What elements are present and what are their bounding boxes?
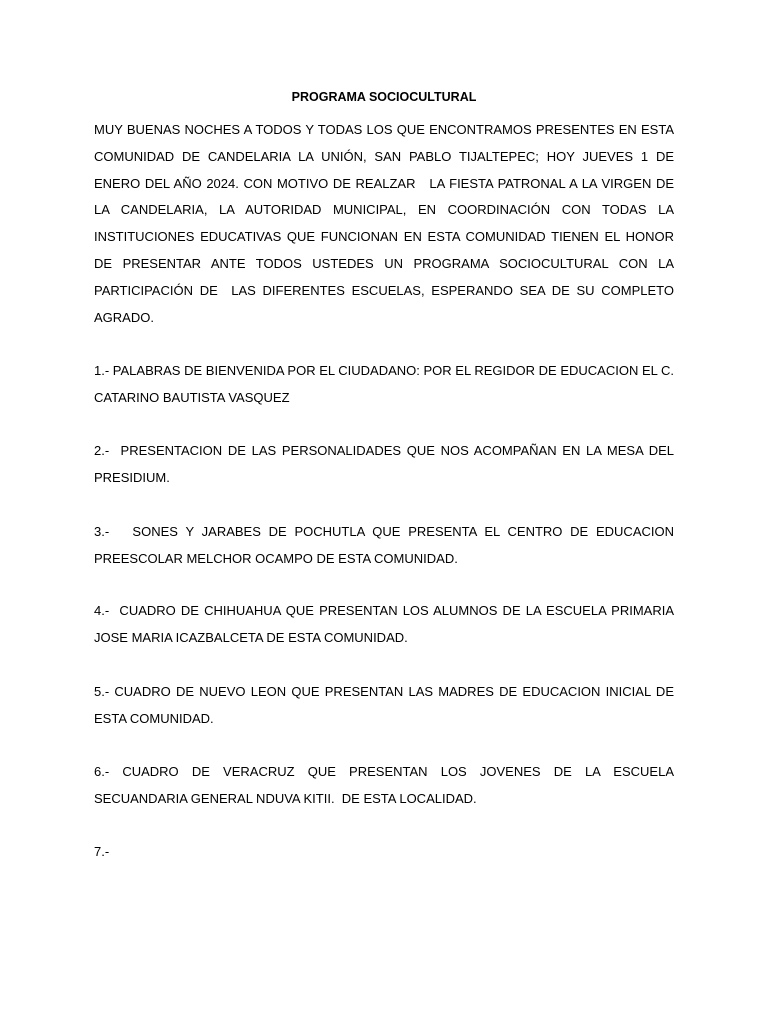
program-item-7 — [94, 839, 674, 866]
intro-text: MUY BUENAS NOCHES A TODOS Y TODAS LOS QUE ENCONTRAMOS PRESENTES EN ESTA COMUNIDAD DE CANDELARIA LA UNIÓN, SAN PABLO TIJALTEPEC; HOY JUEVES 1 DE ENERO DEL AÑO 2024. CON MOTIVO DE REALZAR LA FIESTA PATRONAL A LA VIRGEN DE LA CANDELARIA, LA AUTORIDAD MUNICIPAL, EN COORDINACIÓN CON TODAS LA INSTITUCIONES EDUCATIVAS QUE FUNCIONAN EN ESTA COMUNIDAD TIENEN EL HONOR DE PRESENTAR ANTE TODOS USTEDES UN PROGRAMA SOCIOCULTURAL CON LA PARTICIPACIÓN DE LAS DIFERENTES ESCUELAS, ESPERANDO SEA DE SU COMPLETO AGRADO. — [94, 122, 678, 325]
program-item-text: 6.- CUADRO DE VERACRUZ QUE PRESENTAN LOS JOVENES DE LA ESCUELA SECUANDARIA GENERAL NDUVA KITII. DE ESTA LOCALIDAD. — [94, 764, 678, 806]
program-item-6 — [94, 759, 678, 813]
program-item-text: 3.- SONES Y JARABES DE POCHUTLA QUE PRESENTA EL CENTRO DE EDUCACION PREESCOLAR MELCHOR OCAMPO DE ESTA COMUNIDAD. — [94, 524, 678, 566]
intro-paragraph — [94, 117, 678, 331]
program-item-4 — [94, 598, 678, 652]
program-item-text: 4.- CUADRO DE CHIHUAHUA QUE PRESENTAN LOS ALUMNOS DE LA ESCUELA PRIMARIA JOSE MARIA ICAZBALCETA DE ESTA COMUNIDAD. — [94, 603, 678, 645]
program-item-text: 7.- — [94, 844, 110, 859]
document-title: PROGRAMA SOCIOCULTURAL — [291, 90, 477, 104]
program-item-3 — [94, 519, 678, 573]
program-item-1 — [94, 358, 678, 412]
program-item-5 — [94, 679, 678, 733]
program-item-text: 5.- CUADRO DE NUEVO LEON QUE PRESENTAN LAS MADRES DE EDUCACION INICIAL DE ESTA COMUNIDAD. — [94, 684, 678, 726]
program-item-text: 1.- PALABRAS DE BIENVENIDA POR EL CIUDADANO: POR EL REGIDOR DE EDUCACION EL C. CATARINO BAUTISTA VASQUEZ — [94, 363, 678, 405]
program-item-text: 2.- PRESENTACION DE LAS PERSONALIDADES QUE NOS ACOMPAÑAN EN LA MESA DEL PRESIDIUM. — [94, 443, 678, 485]
program-item-2 — [94, 438, 678, 492]
